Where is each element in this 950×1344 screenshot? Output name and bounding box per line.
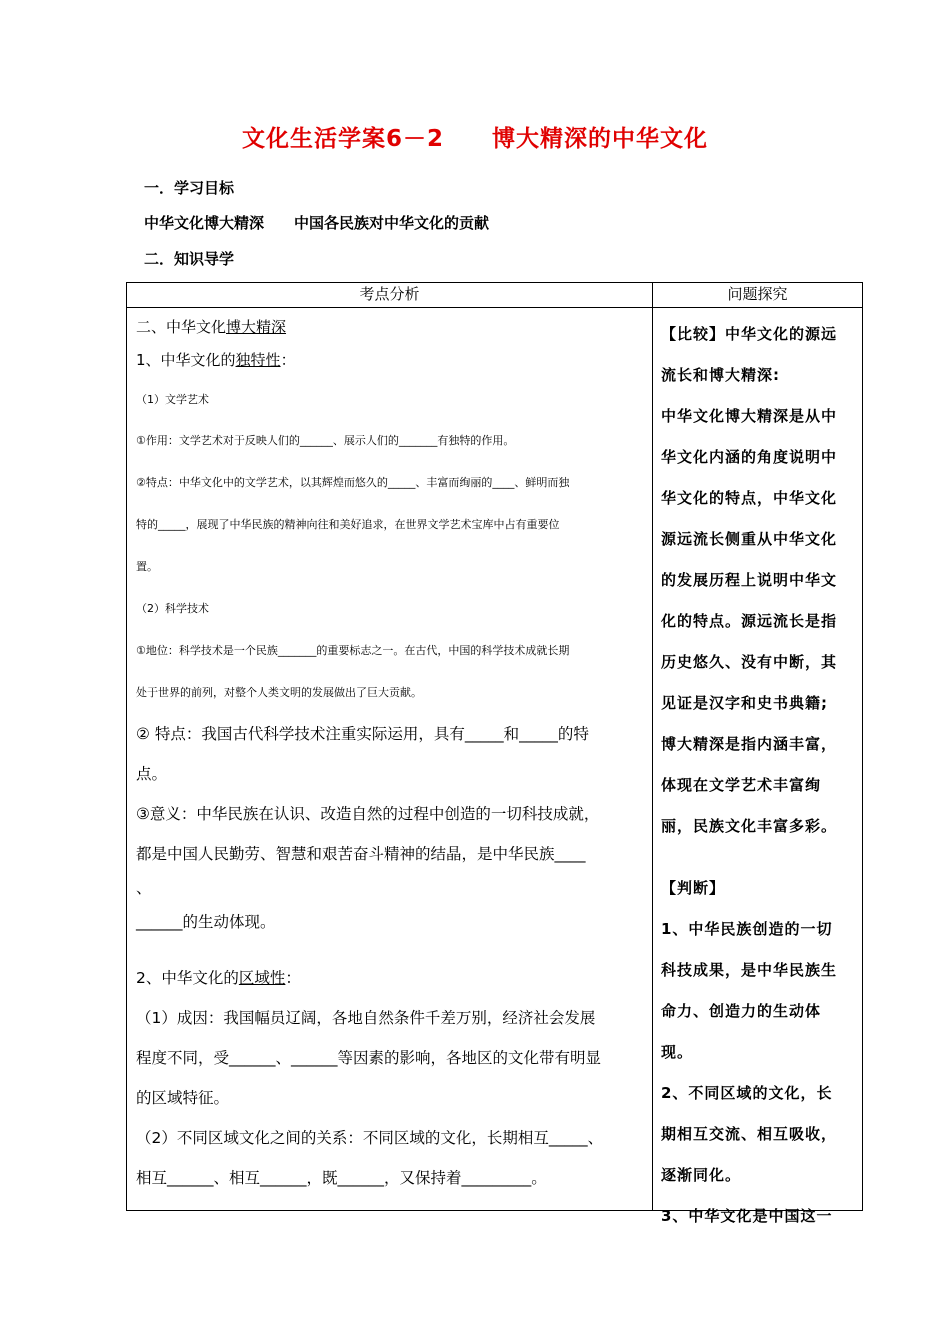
regional-line-3: 的区域特征。 (136, 1089, 230, 1107)
study-table (126, 282, 863, 1225)
goal-1: 中华文化博大精深 (144, 214, 265, 232)
title-part2: 博大精深的中华文化 (492, 126, 708, 152)
compare-line: 化的特点。源远流长是指 (661, 612, 838, 630)
judge-line: 逐渐同化。 (661, 1166, 742, 1184)
regional-line-1: （1）成因：我国幅员辽阔，各地自然条件千差万别，经济社会发展 (136, 1009, 596, 1027)
science-line-5: ③意义：中华民族在认识、改造自然的过程中创造的一切科技成就， (136, 805, 600, 823)
learning-goals (144, 212, 489, 233)
table-header-row (127, 283, 863, 308)
compare-line: 中华文化博大精深是从中 (661, 407, 838, 425)
science-line-7: 、 (136, 879, 152, 897)
science-line-6: 都是中国人民勤劳、智慧和艰苦奋斗精神的结晶，是中华民族____ (136, 845, 586, 863)
compare-line: 的发展历程上说明中华文 (661, 571, 838, 589)
compare-line: 【比较】中华文化的源远 (661, 325, 838, 343)
judge-line: 2、不同区域的文化，长 (661, 1084, 833, 1102)
analysis-cell (127, 308, 653, 1211)
subsection-2-title: 2、中华文化的区域性： (136, 969, 301, 987)
judge-line: 【判断】 (661, 879, 726, 897)
science-line-8: ______的生动体现。 (136, 913, 276, 931)
header-inquiry: 问题探究 (653, 283, 863, 308)
literature-line-4: 置。 (136, 560, 158, 573)
judge-block (661, 868, 856, 1237)
title-part1: 文化生活学案6－2 (241, 126, 444, 152)
section-title: 二、中华文化博大精深 (136, 318, 287, 336)
compare-line: 历史悠久、没有中断，其 (661, 653, 838, 671)
regional-line-5: 相互______、相互______，既______，又保持着_________。 (136, 1169, 547, 1187)
judge-line: 命力、创造力的生动体 (661, 1002, 822, 1020)
literature-line-1: ①作用：文学艺术对于反映人们的______、展示人们的_______有独特的作用。 (136, 434, 515, 447)
section2-heading: 二．知识导学 (144, 250, 235, 268)
compare-line: 华文化内涵的角度说明中 (661, 448, 838, 466)
compare-line: 见证是汉字和史书典籍; (661, 694, 828, 712)
science-line-4: 点。 (136, 765, 168, 783)
compare-line: 源远流长侧重从中华文化 (661, 530, 838, 548)
document-title (0, 120, 950, 153)
table-body-row (127, 308, 863, 1211)
section1-heading: 一．学习目标 (144, 179, 235, 197)
judge-line: 期相互交流、相互吸收， (661, 1125, 838, 1143)
regional-line-2: 程度不同，受______、______等因素的影响，各地区的文化带有明显 (136, 1049, 602, 1067)
judge-line: 科技成果，是中华民族生 (661, 961, 838, 979)
compare-line: 丽，民族文化丰富多彩。 (661, 817, 838, 835)
literature-line-2: ②特点：中华文化中的文学艺术，以其辉煌而悠久的_____、丰富而绚丽的____、鲜明而独 (136, 476, 570, 489)
goal-2: 中国各民族对中华文化的贡献 (294, 214, 490, 232)
regional-line-4: （2）不同区域文化之间的关系：不同区域的文化，长期相互_____、 (136, 1129, 604, 1147)
compare-line: 博大精深是指内涵丰富， (661, 735, 838, 753)
science-line-2: 处于世界的前列，对整个人类文明的发展做出了巨大贡献。 (136, 686, 422, 699)
compare-line: 华文化的特点，中华文化 (661, 489, 838, 507)
literature-art-heading: （1）文学艺术 (136, 393, 209, 406)
science-line-3: ② 特点：我国古代科学技术注重实际运用，具有_____和_____的特 (136, 725, 589, 743)
compare-block (661, 314, 856, 847)
subsection-1-title: 1、中华文化的独特性： (136, 351, 296, 369)
science-tech-heading: （2）科学技术 (136, 602, 209, 615)
inquiry-cell (653, 308, 863, 1225)
literature-line-3: 特的_____，展现了中华民族的精神向往和美好追求，在世界文学艺术宝库中占有重要位 (136, 518, 560, 531)
judge-line: 3、中华文化是中国这一 (661, 1207, 833, 1225)
science-line-1: ①地位：科学技术是一个民族_______的重要标志之一。在古代，中国的科学技术成就长期 (136, 644, 570, 657)
judge-line: 现。 (661, 1043, 694, 1061)
compare-line: 体现在文学艺术丰富绚 (661, 776, 822, 794)
judge-line: 1、中华民族创造的一切 (661, 920, 833, 938)
compare-line: 流长和博大精深: (661, 366, 780, 384)
header-analysis: 考点分析 (127, 283, 653, 308)
